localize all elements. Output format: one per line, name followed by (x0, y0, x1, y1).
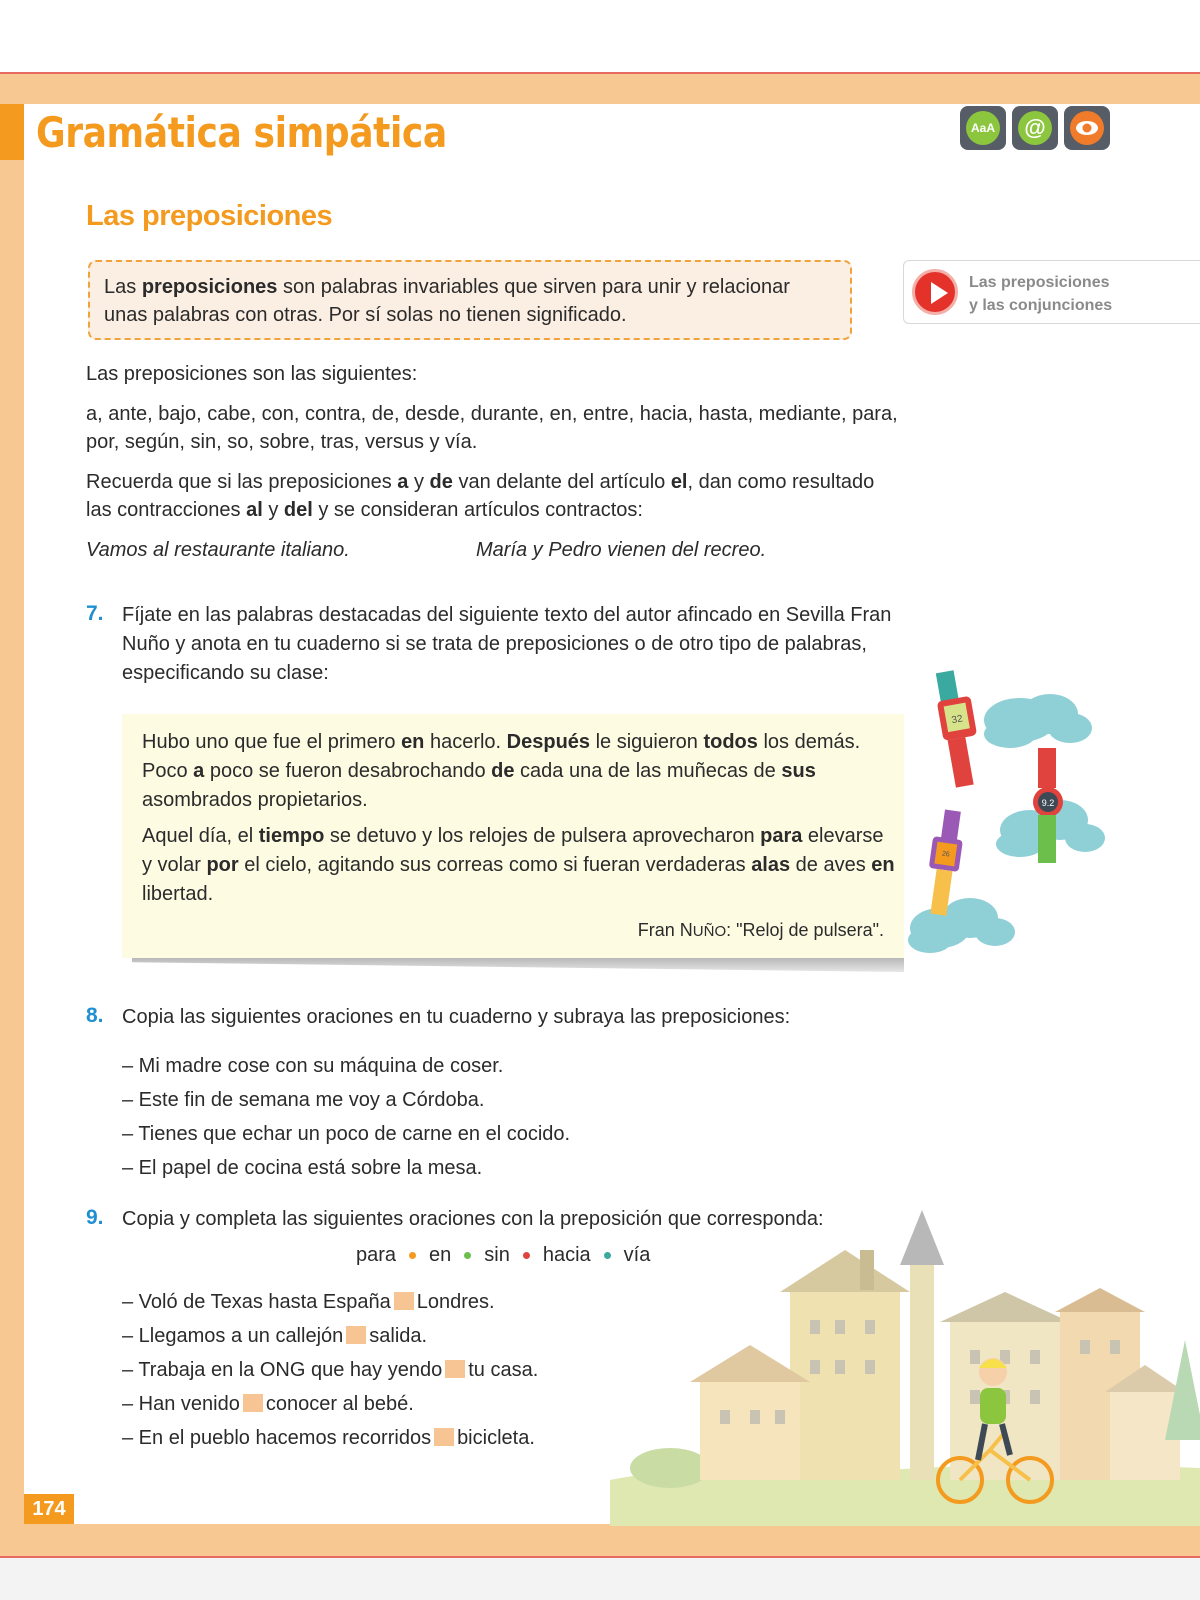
top-band (0, 74, 1200, 104)
exercise-8-instruction: Copia las siguientes oraciones en tu cuaderno y subraya las preposiciones: (122, 1006, 791, 1028)
font-size-button[interactable] (960, 106, 1006, 150)
word-bank-word: en (429, 1244, 452, 1266)
web-link-button[interactable] (1012, 106, 1058, 150)
eye-icon (1070, 111, 1104, 145)
exercise-8-number: 8. (86, 1004, 104, 1027)
answer-blank (445, 1360, 465, 1378)
reading-text: de aves (790, 854, 872, 876)
word-bank-word: sin (484, 1244, 510, 1266)
exercise-8-item: – El papel de cocina está sobre la mesa. (122, 1157, 483, 1179)
contraction-note: Recuerda que si las preposiciones a y de van delante del artículo el, dan como resultado las contracciones al y del y se consideran artículos contractos: (86, 471, 875, 521)
exercise-9-item: – Trabaja en la ONG que hay yendo tu casa. (122, 1359, 539, 1381)
view-button[interactable] (1064, 106, 1110, 150)
tool-icons (960, 106, 1110, 150)
answer-blank (394, 1292, 414, 1310)
reading-text: le siguieron (590, 731, 704, 753)
reading-text: los demás. Poco (142, 731, 861, 782)
highlighted-word: sus (781, 760, 816, 782)
highlighted-word: todos (703, 731, 758, 753)
exercise-9-number: 9. (86, 1206, 104, 1229)
page-number: 174 (24, 1494, 74, 1524)
exercise-8-item: – Mi madre cose con su máquina de coser. (122, 1055, 504, 1077)
video-label-line1: Las preposiciones (969, 274, 1110, 291)
svg-text:26: 26 (941, 850, 951, 859)
separator-dot (523, 1252, 530, 1259)
title-tab (0, 104, 24, 160)
reading-source: Fran NUÑO: "Reloj de pulsera". (637, 920, 884, 940)
word-bank-word: para (356, 1244, 397, 1266)
bottom-margin (0, 1558, 1200, 1600)
highlighted-word: para (760, 825, 803, 847)
word-bank-word: vía (623, 1244, 651, 1266)
highlighted-word: a (193, 760, 205, 782)
reading-text: poco se fueron desabrochando (204, 760, 492, 782)
reading-text: se detuvo y los relojes de pulsera aprovecharon (324, 825, 761, 847)
video-label-line2: y las conjunciones (969, 297, 1113, 314)
exercise-8-item: – Este fin de semana me voy a Córdoba. (122, 1089, 485, 1111)
intro-text: Las preposiciones son las siguientes: (86, 363, 418, 385)
exercise-9-item: – Llegamos a un callejón salida. (122, 1325, 428, 1347)
town-illustration (610, 1210, 1200, 1526)
reading-text: el cielo, agitando sus correas como si fueran verdaderas (238, 854, 752, 876)
exercise-8-item: – Tienes que echar un poco de carne en el cocido. (122, 1123, 571, 1145)
definition-box (88, 260, 852, 340)
svg-text:9.2: 9.2 (1041, 798, 1055, 808)
highlighted-word: de (491, 760, 515, 782)
watch-red-icon (932, 670, 986, 788)
exercise-9-instruction: Copia y completa las siguientes oraciones con la preposición que corresponda: (122, 1208, 824, 1230)
example-sentence-1: Vamos al restaurante italiano. (86, 539, 350, 561)
bottom-band (0, 1524, 1200, 1556)
highlighted-word: por (206, 854, 239, 876)
at-sign-icon: @ (1018, 111, 1052, 145)
definition-text: Las (104, 276, 142, 298)
font-size-icon: AaA (966, 111, 1000, 145)
answer-blank (346, 1326, 366, 1344)
answer-blank (243, 1394, 263, 1412)
exercise-7-number: 7. (86, 602, 104, 625)
exercise-9-item: – En el pueblo hacemos recorridos bicicleta. (122, 1427, 535, 1449)
definition-text-rest: son palabras invariables que sirven para unir y relacionar unas palabras con otras. Por sí solas no tienen significado. (104, 276, 790, 326)
highlighted-word: Después (506, 731, 591, 753)
reading-text: elevarse y volar (142, 825, 884, 876)
flying-watches-illustration (900, 670, 1130, 980)
reading-text: Aquel día, el (142, 825, 259, 847)
highlighted-word: en (401, 731, 425, 753)
reading-paragraph-2 (142, 822, 898, 909)
exercise-9-item: – Voló de Texas hasta España Londres. (122, 1291, 495, 1313)
left-band (0, 104, 24, 1524)
reading-box-shadow (132, 958, 904, 972)
answer-blank (434, 1428, 454, 1446)
exercise-9-item: – Han venido conocer al bebé. (122, 1393, 414, 1415)
separator-dot (409, 1252, 416, 1259)
preposition-list: a, ante, bajo, cabe, con, contra, de, desde, durante, en, entre, hacia, hasta, mediante, para, por, según, sin, so, sobre, tras, versus y vía. (86, 403, 898, 453)
page-title: Gramática simpática (36, 108, 447, 157)
highlighted-word: en (871, 854, 895, 876)
highlighted-word: tiempo (258, 825, 325, 847)
reading-text: hacerlo. (424, 731, 507, 753)
reading-text: asombrados propietarios. (142, 789, 368, 811)
reading-text: cada una de las muñecas de (514, 760, 782, 782)
reading-text: libertad. (142, 883, 214, 905)
word-bank (356, 1244, 650, 1267)
highlighted-word: alas (751, 854, 791, 876)
video-link-card[interactable] (903, 260, 1200, 324)
separator-dot (464, 1252, 471, 1259)
video-label (969, 271, 1112, 317)
play-icon[interactable] (912, 269, 958, 315)
reading-text: Hubo uno que fue el primero (142, 731, 402, 753)
exercise-7-instruction: Fíjate en las palabras destacadas del siguiente texto del autor afincado en Sevilla Fran Nuño y anota en tu cuaderno si se trata de preposiciones o de otro tipo de palabras, especificando su clase: (122, 604, 892, 684)
word-bank-word: hacia (542, 1244, 591, 1266)
definition-term: preposiciones (141, 276, 278, 298)
reading-paragraph-1 (142, 728, 892, 815)
svg-text:32: 32 (950, 713, 964, 727)
example-sentence-2: María y Pedro vienen del recreo. (476, 539, 767, 561)
section-title: Las preposiciones (86, 200, 333, 232)
